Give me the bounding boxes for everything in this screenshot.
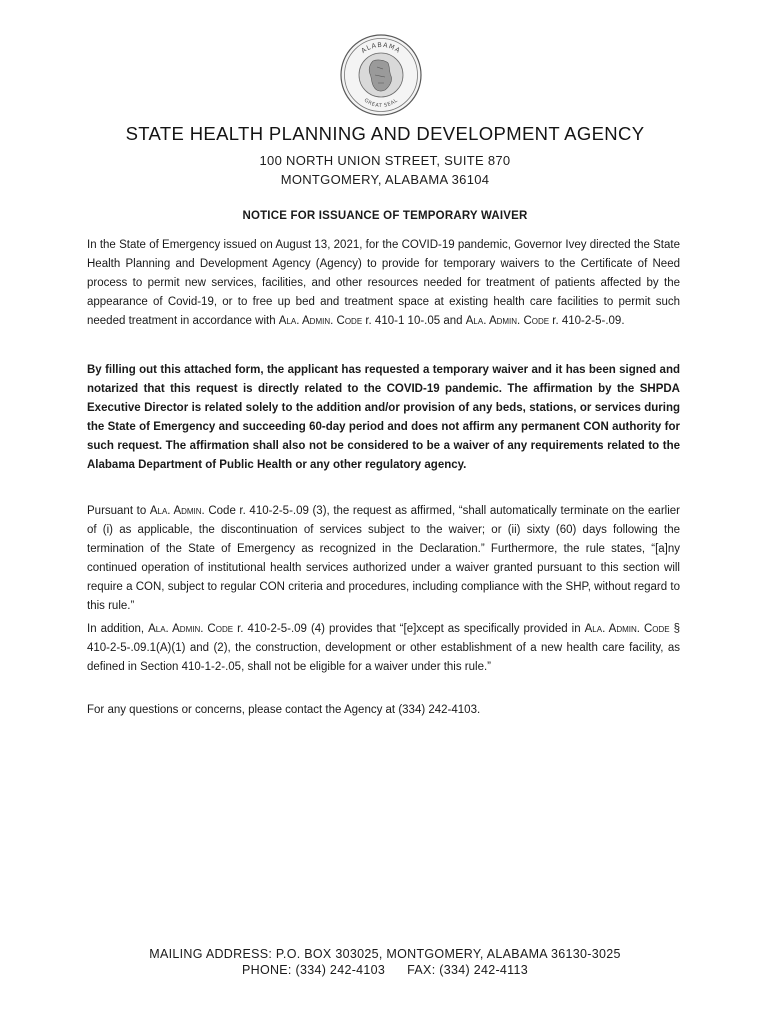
footer-phone: PHONE: (334) 242-4103 [241, 963, 386, 977]
footer-mailing-address: MAILING ADDRESS: P.O. BOX 303025, MONTGOMERY, ALABAMA 36130-3025 [149, 947, 621, 961]
alabama-seal-icon [339, 33, 423, 117]
p3-code-a: Ala. Admin. [149, 505, 205, 517]
seal-top-text: ALABAMA [359, 40, 403, 55]
p2-text: By filling out this attached form, the applicant has requested a temporary waiver and it has been signed and notarized that this request is directly related to the COVID-19 pandemic. The affirmation by the SHPDA Executive Director is related solely to the addition and/or provision of any beds, stations, or services during the State of Emergency and succeeding 60-day period and does not affirm any permanent CON authority for such request. The affirmation shall also not be considered to be a waiver of any requirements related to the Alabama Department of Public Health or any other regulatory agency. [87, 364, 680, 471]
p1-code-a: Ala. Admin. Code [278, 315, 363, 327]
p1-text-b: r. 410-1 10-.05 and [362, 315, 466, 327]
paragraph-pursuant [87, 502, 680, 616]
p3-text-b: Code r. 410-2-5-.09 (3), the request as affirmed, “shall automatically terminate on the earlier of (i) as applicable, the discontinuation of services subject to the waiver; or (ii) sixty (60) days following the termination of the State of Emergency as recognized in the Declaration.” Furthermore, the rule states, “[a]ny continued operation of institutional health services authorized under a waiver granted pursuant to this section will require a CON, subject to regular CON criteria and procedures, including compliance with the SHP, without regard to this rule.” [87, 505, 680, 612]
address-line-2: MONTGOMERY, ALABAMA 36104 [280, 172, 490, 187]
paragraph-contact [87, 701, 680, 720]
p5-text: For any questions or concerns, please contact the Agency at (334) 242-4103. [87, 704, 481, 716]
p1-text-c: r. 410-2-5-.09. [549, 315, 625, 327]
agency-name: STATE HEALTH PLANNING AND DEVELOPMENT AGENCY [125, 123, 645, 144]
p1-code-b: Ala. Admin. Code [465, 315, 550, 327]
p4-code-a: Ala. Admin. Code [148, 623, 234, 635]
seal-bottom-text: GREAT SEAL [362, 97, 400, 110]
notice-title: NOTICE FOR ISSUANCE OF TEMPORARY WAIVER [242, 210, 528, 222]
p4-text-a: In addition, [87, 623, 149, 635]
paragraph-affirmation [87, 361, 680, 475]
p4-code-b: Ala. Admin. Code [584, 623, 670, 635]
p4-text-c: § 410-2-5-.09.1(A)(1) and (2), the construction, development or other establishment of a new health care facility, as defined in Section 410-1-2-.05, shall not be eligible for a waiver under this rule.” [87, 623, 681, 673]
footer [0, 946, 770, 978]
paragraph-in-addition [87, 620, 680, 677]
letterhead [0, 122, 770, 189]
p3-text-a: Pursuant to [87, 505, 150, 517]
address-line-1: 100 NORTH UNION STREET, SUITE 870 [259, 153, 511, 168]
paragraph-state-of-emergency [87, 236, 680, 331]
p1-text-a: In the State of Emergency issued on August 13, 2021, for the COVID-19 pandemic, Governor Ivey directed the State Health Planning and Development Agency (Agency) to provide for temporary waivers to the Certificate of Need process to permit new services, facilities, and other resources needed for treatment of patients affected by the appearance of Covid-19, or to free up bed and treatment space at existing health care facilities to permit such needed treatment in accordance with [87, 239, 680, 327]
p4-text-b: r. 410-2-5-.09 (4) provides that “[e]xcept as specifically provided in [233, 623, 585, 635]
footer-fax: FAX: (334) 242-4113 [407, 963, 528, 977]
